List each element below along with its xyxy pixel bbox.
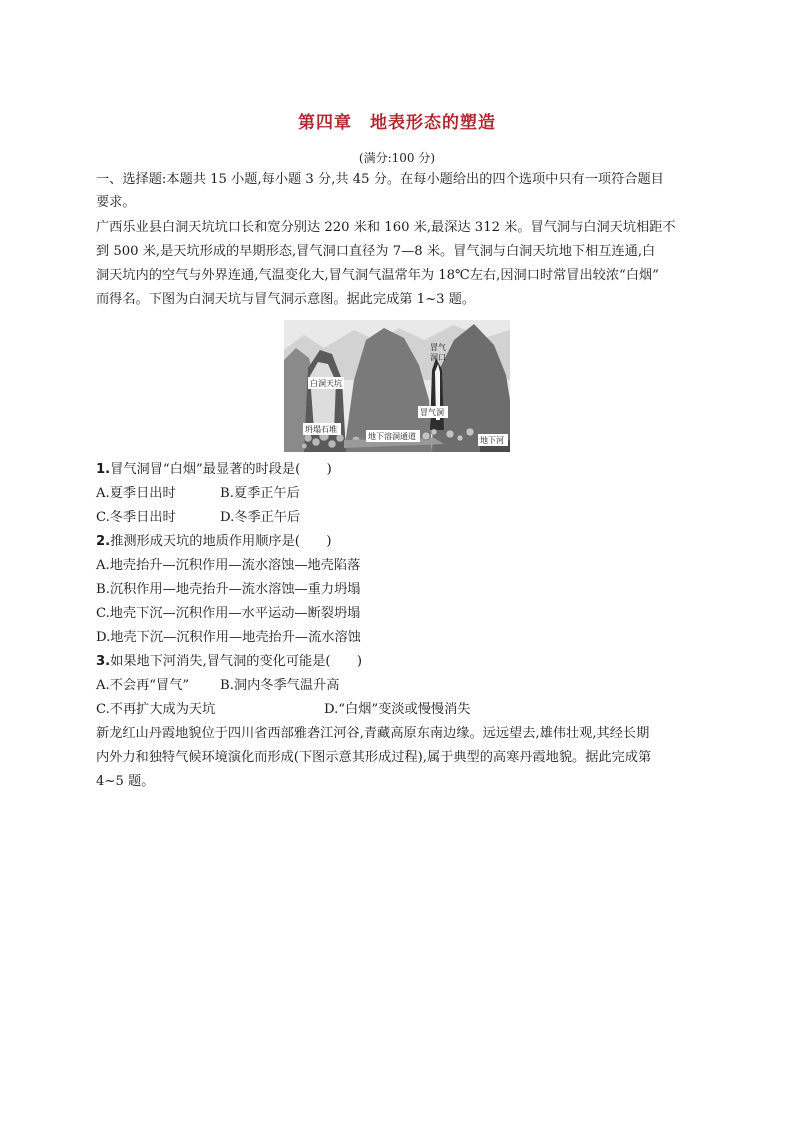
passage2-line-2: 内外力和独特气候环境演化而形成(下图示意其形成过程),属于典型的高寒丹霞地貌。据此完成第 [96, 750, 652, 765]
q1-option-d[interactable]: D.冬季正午后 [220, 510, 301, 525]
tiankeng-diagram [284, 320, 510, 452]
q2-option-d[interactable]: D.地壳下沉—沉积作用—地壳抬升—流水溶蚀 [96, 630, 361, 645]
q2-option-c[interactable]: C.地壳下沉—沉积作用—水平运动—断裂坍塌 [96, 606, 361, 621]
q1-option-c[interactable]: C.冬季日出时 [96, 510, 176, 525]
passage2-line-1: 新龙红山丹霞地貌位于四川省西部雅砻江河谷,青藏高原东南边缘。远远望去,雄伟壮观,其经长期 [96, 726, 650, 741]
question-3-text: 如果地下河消失,冒气洞的变化可能是( ) [110, 654, 363, 669]
question-2-number: 2. [96, 534, 111, 549]
label-channel: 地下溶洞通道 [368, 432, 416, 441]
label-mouth-1: 冒气 [430, 343, 446, 352]
label-mouth-2: 洞口 [430, 353, 446, 362]
q3-option-b[interactable]: B.洞内冬季气温升高 [220, 678, 340, 693]
section-heading-line-1: 一、选择题:本题共 15 小题,每小题 3 分,共 45 分。在每小题给出的四个选项中只有一项符合题目 [96, 172, 664, 187]
passage1-line-2: 到 500 米,是天坑形成的早期形态,冒气洞口直径为 7—8 米。冒气洞与白洞天坑地下相互连通,白 [96, 244, 656, 259]
q3-option-a[interactable]: A.不会再“冒气” [96, 678, 190, 693]
question-1-number: 1. [96, 462, 111, 477]
question-1-text: 冒气洞冒“白烟”最显著的时段是( ) [110, 462, 332, 477]
chapter-number: 第四章 [298, 113, 352, 133]
question-3-number: 3. [96, 654, 111, 669]
label-collapse: 坍塌石堆 [305, 425, 337, 434]
question-2 [96, 532, 331, 552]
score-note: (满分:100 分) [358, 151, 436, 165]
section-heading-line-2: 要求。 [96, 195, 136, 210]
q3-option-c[interactable]: C.不再扩大成为天坑 [96, 702, 216, 717]
passage1-line-3: 洞天坑内的空气与外界连通,气温变化大,冒气洞气温常年为 18℃左右,因洞口时常冒出较浓“白烟” [96, 268, 659, 283]
label-cave: 冒气洞 [420, 408, 444, 417]
q2-option-a[interactable]: A.地壳抬升—沉积作用—流水溶蚀—地壳陷落 [96, 558, 361, 573]
q1-option-a[interactable]: A.夏季日出时 [96, 486, 176, 501]
q2-option-b[interactable]: B.沉积作用—地壳抬升—流水溶蚀—重力坍塌 [96, 582, 361, 597]
question-1 [96, 460, 332, 480]
q3-option-d[interactable]: D.“白烟”变淡或慢慢消失 [324, 702, 471, 717]
label-tiankeng: 白洞天坑 [310, 379, 342, 388]
chapter-name: 地表形态的塑造 [370, 113, 496, 133]
question-2-text: 推测形成天坑的地质作用顺序是( ) [110, 534, 332, 549]
q1-option-b[interactable]: B.夏季正午后 [220, 486, 300, 501]
chapter-title [0, 108, 794, 133]
passage1-line-4: 而得名。下图为白洞天坑与冒气洞示意图。据此完成第 1~3 题。 [96, 292, 476, 307]
label-river: 地下河 [480, 436, 504, 445]
passage2-line-3: 4~5 题。 [96, 774, 155, 789]
passage1-line-1: 广西乐业县白洞天坑坑口长和宽分别达 220 米和 160 米,最深达 312 米。冒气洞与白洞天坑相距不 [96, 220, 676, 235]
question-3 [96, 652, 362, 672]
